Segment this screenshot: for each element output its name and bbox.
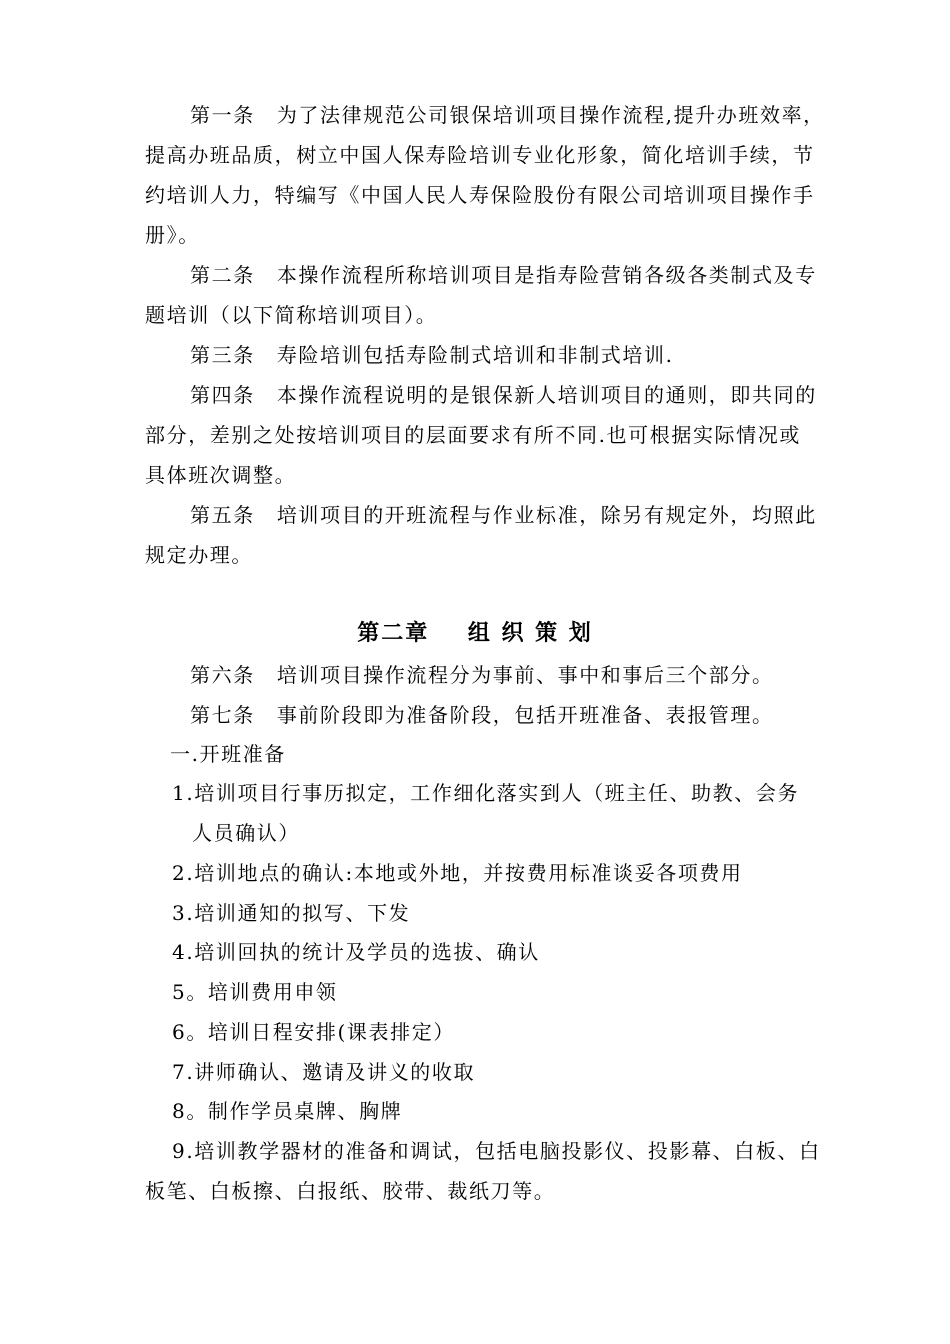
list-item-2: 2.培训地点的确认:本地或外地，并按费用标准谈妥各项费用 [172, 861, 743, 885]
list-item-5: 5。培训费用申领 [172, 980, 338, 1004]
article-4-line-1 [190, 380, 817, 410]
article-7-text: 事前阶段即为准备阶段，包括开班准备、表报管理。 [276, 703, 774, 727]
article-2-line-2: 题培训（以下简称培训项目）。 [145, 303, 438, 327]
article-1-text: 为了法律规范公司银保培训项目操作流程,提升办班效率， [276, 103, 825, 127]
article-4-label: 第四条 [190, 383, 255, 407]
article-6-label: 第六条 [190, 663, 255, 687]
list-item-7: 7.讲师确认、邀请及讲义的收取 [172, 1060, 476, 1084]
list-item-6: 6。培训日程安排(课表排定） [172, 1020, 455, 1044]
list-item-1-line-2: 人员确认） [192, 821, 300, 845]
article-4-line-3: 具体班次调整。 [145, 463, 297, 487]
article-5-label: 第五条 [190, 503, 255, 527]
section-title: 一.开班准备 [170, 742, 286, 766]
article-1-label: 第一条 [190, 103, 255, 127]
article-5-line-2: 规定办理。 [145, 543, 253, 567]
article-1-line-3: 约培训人力，特编写《中国人民人寿保险股份有限公司培训项目操作手 [145, 183, 815, 207]
article-2-line-1 [190, 260, 817, 290]
article-3-label: 第三条 [190, 343, 255, 367]
article-1-line-2: 提高办班品质，树立中国人保寿险培训专业化形象，简化培训手续，节 [145, 143, 815, 167]
article-1-line-1 [190, 100, 825, 130]
list-item-4: 4.培训回执的统计及学员的选拔、确认 [172, 940, 540, 964]
article-2-text: 本操作流程所称培训项目是指寿险营销各级各类制式及专 [276, 263, 817, 287]
article-3-line-1 [190, 340, 674, 370]
list-item-3: 3.培训通知的拟写、下发 [172, 901, 411, 925]
article-6-line-1 [190, 660, 774, 690]
list-item-1-line-1: 1.培训项目行事历拟定，工作细化落实到人（班主任、助教、会务 [172, 781, 800, 805]
chapter-heading: 第二章 组 织 策 划 [357, 620, 593, 646]
article-6-text: 培训项目操作流程分为事前、事中和事后三个部分。 [276, 663, 774, 687]
list-item-8: 8。制作学员桌牌、胸牌 [172, 1099, 403, 1123]
article-5-text: 培训项目的开班流程与作业标准，除另有规定外，均照此 [276, 503, 817, 527]
article-1-line-4: 册》。 [145, 223, 200, 247]
article-7-line-1 [190, 700, 774, 730]
article-4-line-2: 部分，差别之处按培训项目的层面要求有所不同.也可根据实际情况或 [145, 423, 801, 447]
list-item-9-line-2: 板笔、白板擦、白报纸、胶带、裁纸刀等。 [145, 1179, 556, 1203]
article-4-text: 本操作流程说明的是银保新人培训项目的通则，即共同的 [276, 383, 817, 407]
article-5-line-1 [190, 500, 817, 530]
list-item-9-line-1: 9.培训教学器材的准备和调试，包括电脑投影仪、投影幕、白板、白 [172, 1139, 821, 1163]
article-7-label: 第七条 [190, 703, 255, 727]
article-2-label: 第二条 [190, 263, 255, 287]
article-3-text: 寿险培训包括寿险制式培训和非制式培训. [276, 343, 674, 367]
